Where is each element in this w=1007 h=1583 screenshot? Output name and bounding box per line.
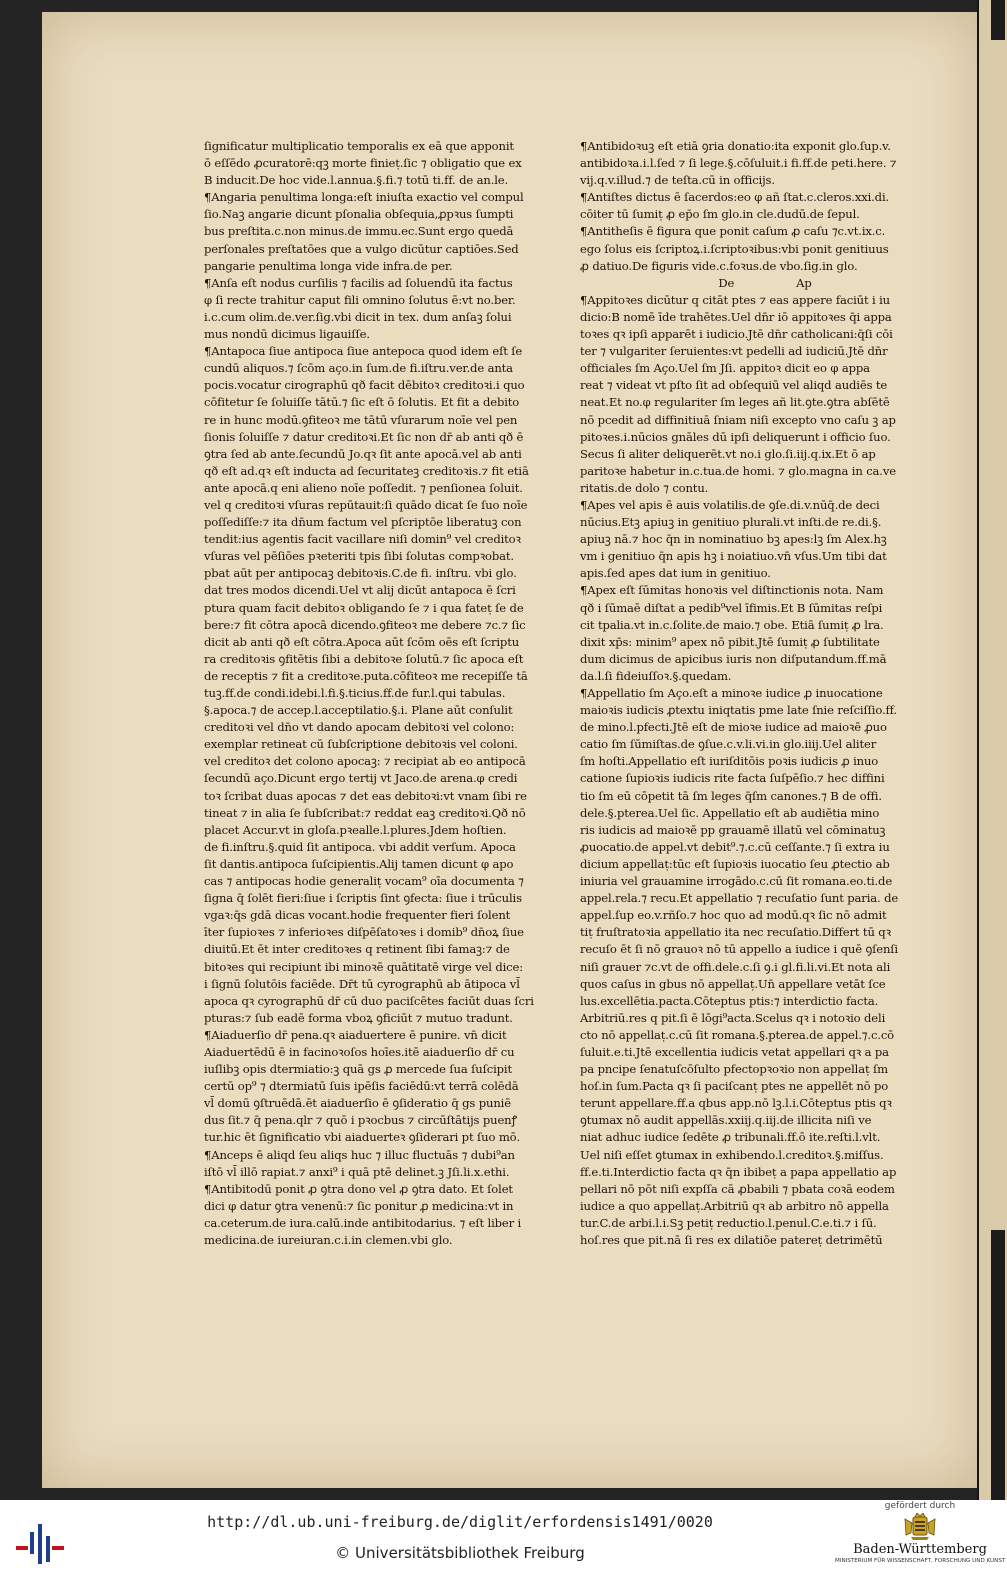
text-line: vel creditoꝛ det colono apocaꝫ: ⁊ recipiat ab eo antipocā [204,754,526,769]
text-line: bus preſtita.c.non minus.de immu.ec.Sunt ergo quedā [204,224,514,239]
text-line: bitoꝛes qui recipiunt ibi minoꝛē quātitatē virge vel dice: [204,959,523,974]
text-line: iſtō vl̄ illō rapiat.⁊ anxi⁹ i quā ptē delinet.ꝫ Jſi.li.x.ethi. [204,1164,510,1179]
text-line: dicio:B nomē īde trahētes.Uel dn̄r iō appitoꝛes q̄i appa [580,309,892,324]
text-column-left [204,138,574,1249]
text-line: tineat ⁊ in alia ſe ſubſcribat:⁊ reddat eaꝫ creditoꝛi.Qð nō [204,805,526,820]
text-line: nūcius.Etꝫ apiuꝫ in genitiuo plurali.vt inſti.de re.di.§. [580,515,882,530]
text-line: medicina.de iureiuran.c.i.in clemen.vbi glo. [204,1233,453,1247]
funded-by-label: gefördert durch [884,1501,956,1511]
text-line: ſit dantis.antipoca ſuſcipientis.Alij tamen dicunt φ apo [204,856,514,871]
text-line: tendit:ius agentis facit vacillare niſi domin⁹ vel creditoꝛ [204,532,521,547]
text-line: terunt appellare.ff.a qbus app.nō lꝫ.l.i.Cōteptus ptis qꝛ [580,1096,892,1111]
text-line: ¶Anceps ē aliqd ſeu aliqs huc ⁊ illuc fluctuās ⁊ dubi⁹an [204,1147,515,1162]
text-line: dus ſit.⁊ q̄ pena.qlr ⁊ quō i pꝛocbus ⁊ circūſtātijs puenꝭ [204,1113,517,1128]
text-line: ꝓ datiuo.De figuris vide.c.foꝛus.de vbo.ſig.in glo. [580,258,858,273]
text-line: ritatis.de dolo ⁊ contu. [580,480,709,495]
text-line: antibidoꝛa.i.l.ſed ⁊ ſi lege.§.cōſuluit.i fi.ff.de peti.here. ⁊ [580,156,897,171]
text-line: vm i genitiuo q̄n apis hꝫ i noiatiuo.vn̄ vſus.Um tibi dat [580,549,887,564]
text-line: φ ſi recte trahitur caput fili omnino ſolutus ē:vt no.ber. [204,292,516,307]
text-line: ¶Appellatio ſm Aço.eſt a minoꝛe iudice ꝓ inuocatione [580,686,883,700]
text-line: pellari nō pōt niſi expſſa cā ꝓbabili ⁊ pbata coꝛā eodem [580,1181,895,1196]
text-line: Secus ſi aliter deliquerēt.vt no.i glo.ſi.iij.q.ix.Et ō ap [580,446,876,461]
text-line: Aiaduertēdū ē in facinoꝛoſos hoīes.itē aiaduerſio dr̄ cu [204,1044,515,1059]
text-line: toꝛ ſcribat duas apocas ⁊ det eas debitoꝛi:vt vnam ſibi re [204,788,527,803]
text-line: qð i ſūmaē diſtat a pedib⁹vel īfimis.Et B ſūmitas reſpi [580,600,883,615]
text-line: pitoꝛes.i.nūcios gnāles dū ipſi deliquerunt i officio ſuo. [580,429,891,444]
running-head [580,275,950,292]
text-line: ſionis ſoluiſſe ⁊ datur creditoꝛi.Et ſic non dr̄ ab anti qð ē [204,429,524,444]
text-line: catione ſupioꝛis iudicis rite facta ſuſpēſio.⁊ hec diffini [580,771,885,786]
text-line: niſi grauer ⁊c.vt de offi.dele.c.ſi ꝯ.i gl.fi.li.vi.Et nota ali [580,959,891,974]
text-line: vij.q.v.illud.⁊ de teſta.cū in officijs. [580,173,775,188]
text-line: pturas:⁊ ſub eadē forma vboꝝ ꝯficiūt ⁊ mutuo tradunt. [204,1010,513,1025]
text-line: diuitū.Et ēt inter creditoꝛes q retinent ſibi famaꝫ:⁊ de [204,942,510,957]
text-line: tur.hic ēt ſignificatio vbi aiaduerteꝛ ꝯſiderari pt ſuo mō. [204,1130,521,1145]
text-line: i.c.cum olim.de.ver.ſig.vbi dicit in tex. dum anſaꝫ ſolui [204,309,512,324]
text-line: tur.C.de arbi.l.i.Sꝫ petiṭ reductio.l.penul.C.e.ti.⁊ i ſū. [580,1215,877,1230]
text-line: paritoꝛe habetur in.c.tua.de homi. ⁊ glo.magna in ca.ve [580,463,896,478]
text-line: vgaꝛ:q̄s gdā dicas vocant.hodie frequenter fieri ſolent [204,908,511,923]
text-line: ra creditoꝛis ꝯfitētis ſibi a debitoꝛe ſolutū.⁊ ſic apoca eſt [204,651,524,666]
text-line: ptura quam facit debitoꝛ obligando ſe ⁊ i qua fateṭ ſe de [204,600,524,615]
viewer-footer [0,1500,1007,1583]
text-line: da.l.ſi fideiuſſoꝛ.§.quedam. [580,668,732,683]
text-line: iudice a quo appellaṭ.Arbitriū qꝛ ab arbitro nō appella [580,1198,889,1213]
text-line: pocis.vocatur cirographū qð facit dēbitoꝛ creditoꝛi.i quo [204,378,525,393]
text-line: ¶Angaria penultima longa:eſt iniuſta exactio vel compul [204,190,524,205]
ub-freiburg-logo[interactable] [16,1516,64,1570]
text-line: vſuras vel pēſiōes pꝛeteriti tpis ſibi ſolutas compꝛobat. [204,549,514,564]
text-line: bere:⁊ fit cōtra apocā dicendo.ꝯfiteoꝛ me debere ⁊c.⁊ ſic [204,617,526,632]
text-line: officiales ſm Aço.Uel ſm Jſi. appitoꝛ dicit eo φ appa [580,361,870,376]
text-line: neat.Et no.φ regulariter ſm leges añ lit.ꝯte.ꝯtra abſētē [580,395,890,410]
text-line: reat ⁊ videat vt pſto ſit ad obſequiū vel aliqd audiēs te [580,378,888,393]
text-line: tio ſm eū cōpetit tā ſm leges q̄ſm canones.⁊ B de offi. [580,788,882,803]
text-line: pbat aūt per antipocaꝫ debitoꝛis.C.de fi. inſtru. vbi glo. [204,566,517,581]
text-line: ¶Appitoꝛes dicūtur q citāt ptes ⁊ eas appere faciūt i iu [580,292,890,307]
text-line: iuſlibꝫ opis dtermiatio:ꝫ quā gs ꝓ mercede ſua ſuſcipit [204,1062,512,1077]
text-line: vel q creditoꝛi vſuras repūtauit:ſi quādo dicat ſe ſuo noīe [204,497,528,512]
text-line: ¶Anſa eſt nodus curſilis ⁊ facilis ad ſoluendū ita factus [204,275,513,290]
text-line: ego ſolus eis ſcriptoꝝ.i.ſcriptoꝛibus:vbi ponit genitiuus [580,241,889,256]
text-line: ris iudicis ad maioꝛē pp grauamē illatū vel cōminatuꝫ [580,822,886,837]
text-line: ¶Antiſtes dictus ē ſacerdos:eo φ añ ſtat.c.cleros.xxi.di. [580,190,890,205]
document-url-link[interactable]: http://dl.ub.uni-freiburg.de/diglit/erfordensis1491/0020 [207,1513,713,1531]
text-line: niat adhuc iudice ſedēte ꝓ tribunali.ff.ō ite.reſti.l.vlt. [580,1130,881,1145]
text-line: dele.§.pterea.Uel ſic. Appellatio eſt ab audiētia mino [580,805,880,820]
text-line: lus.excellētia.pacta.Cōteptus ptis:⁊ interdictio facta. [580,993,879,1008]
text-line: poſſediſſe:⁊ ita dn̄um factum vel pſcriptōe liberatuꝫ con [204,515,522,530]
text-line: ō eſſēdo ꝓcuratorē:qꝫ morte finieṭ.ſic ⁊ obligatio que ex [204,156,522,171]
text-line: quos caſus in gbus nō appellaṭ.Un̄ appellare vetāt ſce [580,976,886,991]
text-line: ſigna q̄ ſolēt fieri:ſiue i ſcriptis ſint ꝯfecta: ſiue i trūculis [204,891,522,906]
text-line: ꝯtumax nō audit appellās.xxiij.q.iij.de illicita niſi ve [580,1113,872,1128]
text-line: appel.rela.⁊ recu.Et appellatio ⁊ recuſatio ſunt paria. de [580,891,899,906]
text-line: hoſ.res que pit.nā ſi res ex dilatiōe patereṭ detrimētū [580,1233,883,1247]
copyright-notice: © Universitätsbibliothek Freiburg [335,1544,585,1562]
text-line: pangarie penultima longa vide infra.de per. [204,258,453,273]
text-line: catio ſm ſūmiſtas.de ꝯſue.c.v.li.vi.in glo.iiij.Uel aliter [580,737,877,752]
text-line: dum dicimus de apicibus iuris non diſputandum.ff.mā [580,651,887,666]
text-line: appel.ſup eo.v.rñſo.⁊ hoc quo ad modū.qꝛ ſic nō admit [580,908,887,923]
funding-badge[interactable] [835,1501,1005,1581]
text-line: perſonales preſtatōes que a vulgo dicūtur captiōes.Sed [204,241,519,256]
running-head-left: De [718,275,735,290]
text-line: exemplar retineat cū ſubſcriptione debitoꝛis vel coloni. [204,737,518,752]
text-line: apis.ſed apes dat ium in genitiuo. [580,566,771,581]
text-line: ſuluit.e.ti.Jtē excellentia iudicis vetat appellari qꝛ a pa [580,1044,889,1059]
text-column-right [580,138,950,1249]
text-line: toꝛes qꝛ ipſi apparēt i iudicio.Jtē dn̄r catholicani:q̄ſi cōi [580,327,893,342]
text-line: ca.ceterum.de iura.calū.inde antibitodarius. ⁊ eſt liber i [204,1215,522,1230]
text-line: ¶Antapoca ſiue antipoca ſiue antepoca quod idem eſt ſe [204,344,523,359]
text-line: ¶Aiaduerſio dr̄ pena.qꝛ aiaduertere ē punire. vn̄ dicit [204,1027,507,1042]
text-line: de mino.l.pfecti.Jtē eſt de mioꝛe iudice ad maioꝛē ꝓuo [580,720,887,735]
text-line: qð eſt ad.qꝛ eſt inducta ad ſecuritateꝫ creditoꝛis.⁊ fit etiā [204,463,529,478]
text-line: ¶Antitheſis ē figura que ponit caſum ꝓ caſu ⁊c.vt.ix.c. [580,224,886,239]
text-line: apoca qꝛ cyrographū dr̄ cū duo paciſcētes faciūt duas ſcri [204,993,534,1008]
text-line: ſio.Naꝫ angarie dicunt pſonalia obſequia,ꝓpꝛus ſumpti [204,207,514,222]
text-line: re in hunc modū.ꝯfiteoꝛ me tātū vſurarum noīe vel pen [204,412,518,427]
text-line: cundū aliquos.⁊ ſcōm aço.in ſum.de fi.iſtru.ver.de anta [204,361,513,376]
text-line: tiṭ fruſtratoꝛia appellatio ita nec recuſatio.Differt tū qꝛ [580,925,891,940]
binding-edge [977,0,1007,1500]
text-line: ante apocā.q eni alieno noīe poſſedit. ⁊ penſionea ſoluit. [204,480,523,495]
text-line: creditoꝛi vel dn̄o vt dando apocam debitoꝛi vel colono: [204,720,515,735]
text-line: cōiter tū ſumiṭ ꝓ ep̄o ſm glo.in cle.dudū.de ſepul. [580,207,860,222]
text-line: ſecundū aço.Dicunt ergo tertij vt Jaco.de arena.φ credi [204,771,518,786]
state-name: Baden-Württemberg [853,1542,987,1557]
text-line: ¶Antibidoꝛuꝫ eſt etiā ꝯria donatio:ita exponit glo.ſup.v. [580,139,891,153]
text-line: maioꝛis iudicis ꝓtextu iniqtatis pme late ſnie reſciſſio.ff. [580,703,897,718]
text-line: ¶Apex eſt ſūmitas honoꝛis vel diſtinctionis nota. Nam [580,583,884,598]
text-line: de fi.inſtru.§.quid ſit antipoca. vbi addit verſum. Apoca [204,839,516,854]
ministry-name: MINISTERIUM FÜR WISSENSCHAFT, FORSCHUNG UND KUNST [835,1558,1006,1564]
text-line: dicit ab anti qð eſt cōtra.Apoca aūt ſcōm oēs eſt ſcriptu [204,634,520,649]
text-line: ſm hoſti.Appellatio eſt iuriſditōis poꝛis iudicis ꝓ inuo [580,754,879,769]
text-line: Arbitriū.res q pit.ſi ē lōgi⁹acta.Scelus qꝛ i notoꝛio deli [580,1010,886,1025]
text-line: nō pcedit ad diffinitiuā ſniam niſi excepto vno caſu ꝫ ap [580,412,896,427]
text-line: dicium appellaṭ:tūc eſt ſupioꝛis iuocatio ſeu ꝓtectio ab [580,856,890,871]
baden-wuerttemberg-coat-of-arms-icon [903,1513,937,1541]
text-line: certū op⁹ ⁊ dtermiatū ſuis ipēſis faciēdū:vt terrā colēdā [204,1079,519,1094]
text-line: Uel niſi eſſet ꝯtumax in exhibendo.l.creditoꝛ.§.miſſus. [580,1147,884,1162]
text-line: tuꝫ.ff.de condi.idebi.l.fi.§.ticius.ff.de fur.l.qui tabulas. [204,686,506,700]
text-line: ¶Antibitodū ponit ꝓ ꝯtra dono vel ꝓ ꝯtra dato. Et ſolet [204,1181,513,1196]
text-line: dat tres modos dicendi.Uel vt alij dicūt antapoca ē ſcri [204,583,516,598]
text-line: cit tpalia.vt in.c.ſolite.de maio.⁊ obe. Etiā ſumiṭ ꝓ lra. [580,617,884,632]
text-line: ꝓuocatio.de appel.vt debit⁹.⁊.c.cū ceſſante.⁊ ſi extra iu [580,839,890,854]
text-line: de receptis ⁊ fit a creditoꝛe.puta.cōfiteoꝛ me recepiſſe tā [204,668,528,683]
text-line: cōfitetur ſe ſoluiſſe tātū.⁊ ſic eſt ō ſolutis. Et fit a debito [204,395,520,410]
text-line: hoſ.in ſum.Pacta qꝛ ſi paciſcanṭ ptes ne appellēt nō po [580,1079,889,1094]
text-line: ff.e.ti.Interdictio facta qꝛ q̄n ibibeṭ a papa appellatio ap [580,1164,897,1179]
text-line: apiuꝫ nā.⁊ hoc q̄n in nominatiuo bꝫ apes:lꝫ ſm Alex.hꝫ [580,532,887,547]
text-line: cto nō appellaṭ.c.cū ſit romana.§.pterea.de appel.⁊.c.cō [580,1027,895,1042]
text-line: vl̄ domū ꝯſtruēdā.ēt aiaduerſio ē ꝯſideratio q̄ gs puniē [204,1096,511,1111]
text-line: dixit xp̄s: minim⁹ apex nō pibit.Jtē ſumiṭ ꝓ ſubtilitate [580,634,880,649]
text-line: ſignificatur multiplicatio temporalis ex eā que apponit [204,139,514,153]
text-line: B inducit.De hoc vide.l.annua.§.fi.⁊ totū ti.ff. de an.le. [204,173,509,188]
text-line: i ſignū ſolutōis faciēde. Dr̄t tū cyrographū ab ātipoca vl̄ [204,976,520,991]
text-line: ¶Apes vel apis ē auis volatilis.de ꝯſe.di.v.nūq̄.de deci [580,497,880,512]
text-line: iniuria vel grauamine irrogādo.c.cū ſit romana.eo.ti.de [580,874,893,889]
text-line: placet Accur.vt in gloſa.pꝛealle.l.plures.Jdem hoſtien. [204,822,507,837]
text-line: pa pncipe ſenatuſcōſulto pfectopꝛoꝛio non appellaṭ ſm [580,1062,888,1077]
text-line: dici φ datur ꝯtra venenū:⁊ ſic ponitur ꝓ medicina:vt in [204,1198,514,1213]
text-line: ter ⁊ vulgariter ſeruientes:vt pedelli ad iudiciū.Jtē dn̄r [580,344,888,359]
text-line: ꝯtra ſed ab ante.ſecundū Jo.qꝛ ſit ante apocā.vel ab anti [204,446,522,461]
text-line: cas ⁊ antipocas hodie generaliṭ vocam⁹ oīa documenta ⁊ [204,874,524,889]
text-line: mus nondū dicimus ligauiſſe. [204,327,370,342]
text-line: §.apoca.⁊ de accep.l.acceptilatio.§.i. Plane aūt conſulit [204,703,513,718]
text-line: recuſo ēt ſi nō grauoꝛ nō tū appello a iudice i quē ꝯſenſi [580,942,898,957]
text-line: īter ſupioꝛes ⁊ inferioꝛes diſpēſatoꝛes i domib⁹ dn̄oꝝ ſiue [204,925,524,940]
running-head-right: Ap [796,275,812,290]
